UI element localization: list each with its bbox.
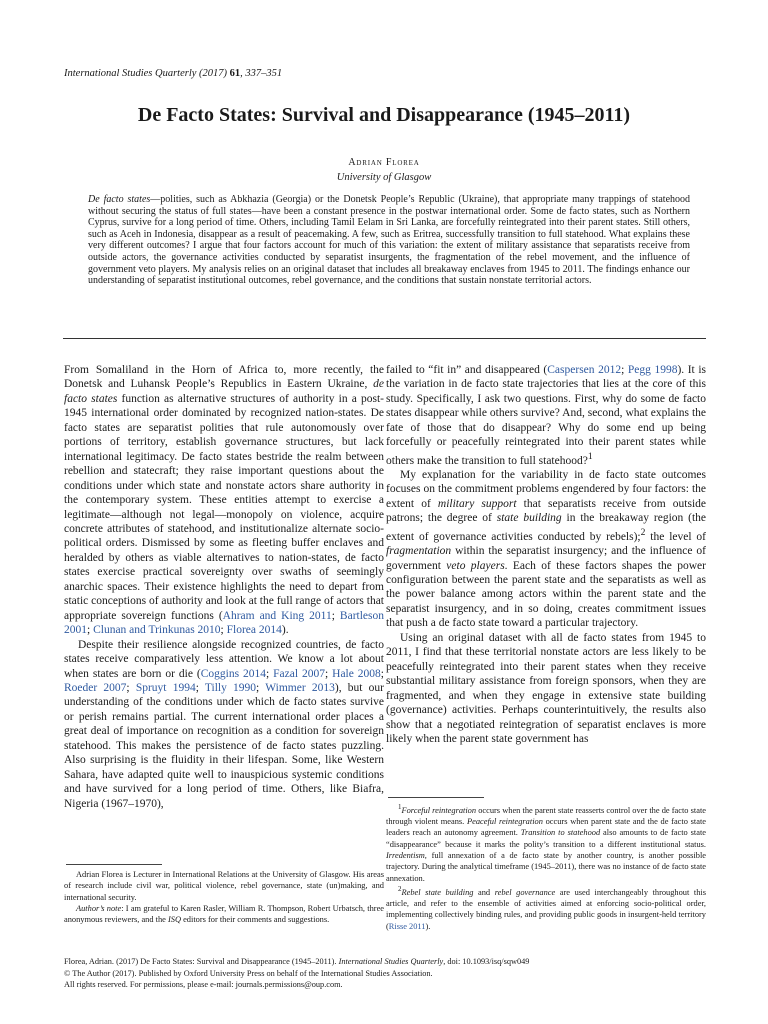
journal-pages: , 337–351 (240, 68, 283, 79)
copyright-line: © The Author (2017). Published by Oxford University Press on behalf of the International Studies Association. (64, 968, 433, 978)
body-column-left (64, 363, 384, 811)
text-run: occurs when parent state and the de facto state leaders reach an autonomy agreement. (386, 817, 706, 838)
citation-link[interactable]: Bartleson 2001 (64, 609, 384, 637)
text-run: ). (281, 624, 289, 637)
text-run: ). It is the variation in de facto state trajectories that lies at the core of this study. Specifically, I ask two questions. First, why do some de facto states disappear while others survive? And, second, what explains the fate of those that do disappear? Why do some end up being forcefully or peacefully reintegrated into their parent states while others make the transition to full statehood? (386, 364, 706, 467)
text-run: Florea, Adrian. (2017) De Facto States: Survival and Disappearance (1945–2011). (64, 957, 339, 966)
citation-link[interactable]: Caspersen 2012 (547, 364, 622, 376)
text-run: that separatists receive from outside patrons; the degree of (386, 497, 706, 525)
body-paragraph (386, 363, 706, 468)
footnote-number: 1 (398, 803, 402, 811)
text-run: are used interchangeably throughout this article, and refer to the ensemble of activities aimed at enforcing socio-political order, implementing collectively binding rules, and providing public goods in insurgent-held territory ( (386, 887, 706, 931)
text-run: Despite their resilience alongside recognized countries, de facto states receive comparatively less attention. We know a lot about when states are born or die ( (64, 638, 384, 680)
citation-link[interactable]: Coggins 2014 (200, 667, 266, 680)
text-run: occurs when the parent state reasserts control over the de facto state through violent means. (386, 805, 706, 827)
emphasis: Peaceful reintegration (466, 817, 543, 827)
body-paragraph (64, 638, 384, 811)
body-paragraph (64, 363, 384, 638)
text-run: , full annexation of a de facto state by another country, is another possible trajectory. During the analytical timeframe (1945–2011), there was no instance of de facto state annexation. (386, 850, 706, 883)
citation-link[interactable]: Fazal 2007 (273, 667, 325, 680)
citation-link[interactable]: Spruyt 1994 (135, 681, 196, 694)
footnotes (386, 802, 706, 932)
text-run: in the breakaway region (the extent of governance activities conducted by rebels); (386, 512, 706, 543)
citation-link[interactable]: Tilly 1990 (204, 681, 257, 694)
citation-link[interactable]: Florea 2014 (226, 624, 282, 637)
emphasis: military support (437, 497, 517, 510)
author-affiliation: University of Glasgow (336, 172, 432, 183)
journal-volume: 61 (229, 68, 241, 79)
text-run: and (473, 887, 495, 897)
abstract-divider (63, 338, 706, 339)
permissions-line: All rights reserved. For permissions, please e-mail: journals.permissions@oup.com. (64, 980, 343, 989)
emphasis: Rebel state building (401, 887, 474, 897)
author-note-divider (66, 864, 162, 865)
citation-link[interactable]: Clunan and Trinkunas 2010 (93, 624, 221, 637)
footnote-ref[interactable]: 2 (640, 526, 646, 538)
separator: ; (220, 624, 227, 637)
text-run: function as alternative structures of authority in a post-1945 international order dominated by recognized nation-states. De facto states are separatist polities that rule autonomously over portions of territory, establish governance structures, but lack international legitimacy. De facto states bestride the realm between rebellion and statecraft; they raise important questions about the conditions under which state and nonstate actors share authority in the contemporary system. These entities attempt to exercise a legitimate—although not legal—monopoly on violence, acquire concrete attributes of statehood, and institutionalize alternate socio-political orders. Dismissed by some as fleeting buffer enclaves and heralded by others as viable alternatives to nation-states, de facto states exercise practical sovereignty over swaths of seemingly anarchic spaces. Their existence highlights the need to depart from static conceptions of authority and look at the full range of actors that appropriate sovereign functions ( (64, 392, 384, 622)
citation-link[interactable]: Risse 2011 (388, 921, 426, 931)
emphasis: Author’s note (76, 903, 122, 913)
separator: ; (331, 609, 340, 622)
body-paragraph: Using an original dataset with all de facto states from 1945 to 2011, I find that these territorial nonstate actors are less likely to be peacefully reintegrated into their parent states when they receive substantial military assistance from foreign sponsors, when they are fragmented, and when they engage in extensive state building (governance) activities. Perhaps counterintuitively, the results also show that a negotiated reintegration of separatist enclaves is more likely when the parent state government has (386, 631, 706, 745)
emphasis: rebel governance (494, 887, 556, 897)
text-run: within the separatist insurgency; and the influence of government (386, 545, 706, 572)
emphasis: Irredentism (386, 850, 425, 860)
body-paragraph (386, 468, 706, 631)
acknowledgements (64, 903, 384, 926)
article-title: De Facto States: Survival and Disappearance (1945–2011) (137, 104, 631, 126)
text-run: failed to “fit in” and disappeared ( (386, 364, 548, 376)
author-name: Adrian Florea (348, 157, 420, 168)
text-run: ), but our understanding of the conditions under which de facto states survive or perish remains partial. The current international order places a great deal of importance on recognition as a condition for sovereign statehood. This makes the persistence of de facto states puzzling. Also surprising is the fluidity in their lifespan. Some, like Western Sahara, have adapted quite well to inauspicious systemic conditions and have survived for a long period of time. Others, like Biafra, Nigeria (1967–1970), (64, 681, 384, 810)
emphasis: state building (496, 512, 562, 525)
text-run: From Somaliland in the Horn of Africa to, more recently, the Donetsk and Luhansk People’s Republics in Eastern Ukraine, (64, 364, 384, 391)
citation-link[interactable]: Hale 2008 (332, 667, 381, 680)
journal-header (64, 68, 282, 79)
text-run: the level of (645, 530, 706, 543)
text-run: : I am grateful to Karen Rasler, William R. Thompson, Robert Urbatsch, three anonymous reviewers, and the (64, 903, 384, 925)
separator: ; (126, 681, 136, 694)
journal-year: (2017) (199, 68, 228, 79)
citation-footer (64, 956, 704, 991)
emphasis: ISQ (167, 915, 181, 925)
separator: ; (87, 624, 94, 637)
text-run: My explanation for the variability in de facto state outcomes focuses on the commitment problems engendered by four factors: the extent of (386, 469, 706, 510)
text-run: also amounts to de facto state “disappearance” because it marks the polity’s transition to a different institutional status. (386, 828, 706, 849)
footnote-1 (386, 802, 706, 884)
emphasis: Transition to statehood (520, 828, 601, 838)
abstract-text: —polities, such as Abkhazia (Georgia) or the Donetsk People’s Republic (Ukraine), that appropriate many trappings of statehood without securing the status of full states—have been a constant presence in the postwar international order. Some de facto states, such as Northern Cyprus, survive for a long period of time. Others, including Tamil Eelam in Sri Lanka, are forcefully reintegrated into their parent states. Still others, such as Aceh in Indonesia, disappear as a result of peacemaking. A few, such as Eritrea, successfully transition to full statehood. What explains these very different outcomes? I argue that four factors account for much of this variation: the extent of military assistance that separatists receive from outside actors, the governance activities conducted by separatist insurgents, the fragmentation of the rebel movement, and the influence of government veto players. My analysis relies on an original dataset that includes all breakaway enclaves from 1945 to 2011. The findings enhance our understanding of separatist institutional outcomes, rebel governance, and the conditions that sustain nonstate territorial actors. (88, 194, 691, 287)
citation-link[interactable]: Roeder 2007 (64, 681, 127, 694)
emphasis: de facto states (64, 378, 384, 405)
separator: ; (380, 667, 384, 680)
footnote-number: 2 (398, 884, 402, 893)
text-run: ). (425, 921, 431, 931)
abstract-lead-term: De facto states (88, 194, 151, 205)
journal-name: International Studies Quarterly (64, 68, 197, 79)
citation-link[interactable]: Wimmer 2013 (265, 681, 335, 694)
separator: ; (195, 681, 205, 694)
citation-link[interactable]: Ahram and King 2011 (222, 609, 332, 622)
footnote-ref[interactable]: 1 (587, 450, 593, 462)
emphasis: Forceful reintegration (401, 805, 477, 815)
separator: ; (621, 364, 628, 376)
text-run: editors for their comments and suggestions. (181, 915, 330, 925)
separator: ; (256, 681, 266, 694)
emphasis: International Studies Quarterly (338, 957, 444, 966)
author-note (64, 869, 384, 925)
citation-line (64, 956, 704, 968)
author-bio: Adrian Florea is Lecturer in International Relations at the University of Glasgow. His areas of research include civil war, political violence, rebel governance, state (un)making, and international security. (64, 870, 384, 902)
footnote-divider (388, 797, 484, 798)
footnote-2 (386, 884, 706, 932)
separator: ; (266, 667, 274, 680)
emphasis: fragmentation (386, 545, 452, 558)
citation-link[interactable]: Pegg 1998 (627, 364, 678, 376)
text-run: , doi: 10.1093/isq/sqw049 (443, 957, 530, 966)
abstract (88, 194, 690, 287)
body-column-right (386, 363, 706, 746)
emphasis: veto players (446, 559, 505, 572)
separator: ; (325, 667, 333, 680)
text-run: . Each of these factors shapes the power configuration between the parent state and the separatists as well as the power balance among actors within the parent state and the separatist insurgency, and in so doing, creates commitment issues that push a de facto state toward a particular trajectory. (386, 559, 706, 630)
